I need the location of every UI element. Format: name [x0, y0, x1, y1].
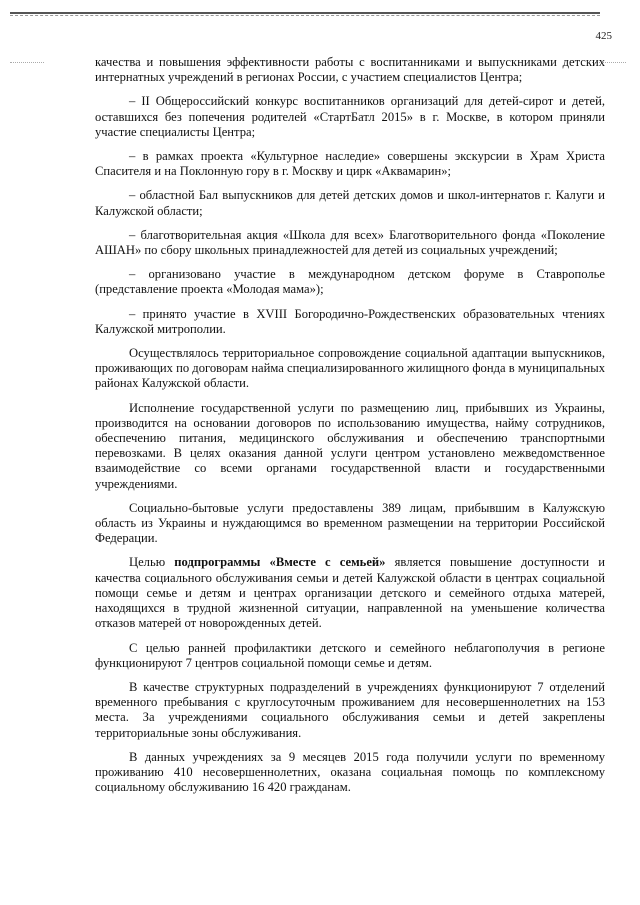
scan-top-border: [10, 12, 600, 14]
paragraph-subprogram-goal: [95, 555, 605, 631]
subprogram-name: подпрограммы «Вместе с семьей»: [174, 555, 386, 570]
scan-margin-mark-left: [10, 62, 44, 63]
paragraph-ukraine-service: Исполнение государственной услуги по размещению лиц, прибывших из Украины, производится на основании договоров по использованию имущества, найму сотрудников, обеспечению питания, медицинского обслуживания и обеспечению транспортными перевозками. В целях оказания данной услуги центром установлено межведомственное взаимодействие со всеми органами государственной власти и государственными учреждениями.: [95, 400, 605, 491]
paragraph-adaptation-support: Осуществлялось территориальное сопровождение социальной адаптации выпускников, проживающих по договорам найма специализированного жилищного фонда в муниципальных районах Калужской области.: [95, 346, 606, 391]
paragraph-structural-units: В качестве структурных подразделений в учреждениях функционируют 7 отделений временного пребывания с круглосуточным проживанием для несовершеннолетних на 153 места. За учреждениями социального обслуживания семьи и детей закреплены территориальные зоны обслуживания.: [95, 679, 605, 740]
document-body: [95, 55, 605, 804]
scan-top-border-faint: [10, 15, 600, 16]
subprogram-text-after: является повышение доступности и качества социального обслуживания семьи и детей Калужской области в центрах социальной помощи семье и детям и центрах организации детского и семейного отдыха матерей, находящихся в трудной жизненной ситуации, направленной на уменьшение количества отказов матерей от новорожденных детей.: [95, 555, 605, 631]
list-item-startbatl-contest: – II Общероссийский конкурс воспитанников организаций для детей-сирот и детей, оставшихся без попечения родителей «СтартБатл 2015» в г. Москве, в котором приняли участие специалисты Центра;: [95, 94, 605, 139]
list-item-graduates-ball: – областной Бал выпускников для детей детских домов и школ-интернатов г. Калуги и Калужской области;: [95, 188, 605, 218]
paragraph-nine-months-results: В данных учреждениях за 9 месяцев 2015 года получили услуги по временному проживанию 410 несовершеннолетних, оказана социальная помощь по комплексному социальному обслуживанию 16 420 гражданам.: [95, 749, 605, 795]
page-number: 425: [595, 30, 612, 42]
paragraph-social-services: Социально-бытовые услуги предоставлены 389 лицам, прибывшим в Калужскую область из Украины и нуждающимся во временном размещении на территории Российской Федерации.: [95, 500, 605, 546]
list-item-school-for-all: – благотворительная акция «Школа для всех» Благотворительного фонда «Поколение АШАН» по сбору школьных принадлежностей для детей из социальных учреждений;: [95, 227, 605, 258]
paragraph-continuation: качества и повышения эффективности работы с воспитанниками и выпускниками детских интернатных учреждений в регионах России, с участием специалистов Центра;: [95, 55, 605, 85]
paragraph-prevention-centers: С целью ранней профилактики детского и семейного неблагополучия в регионе функционируют 7 центров социальной помощи семье и детям.: [95, 640, 605, 670]
list-item-readings: – принято участие в XVIII Богородично-Рождественских образовательных чтениях Калужской митрополии.: [95, 306, 605, 336]
subprogram-text-before: Целью: [129, 555, 175, 570]
list-item-cultural-heritage: – в рамках проекта «Культурное наследие» совершены экскурсии в Храм Христа Спасителя и на Поклонную гору в г. Москву и цирк «Аквамарин»;: [95, 149, 605, 179]
list-item-stavropol-forum: – организовано участие в международном детском форуме в Ставрополье (представление проекта «Молодая мама»);: [95, 267, 605, 297]
